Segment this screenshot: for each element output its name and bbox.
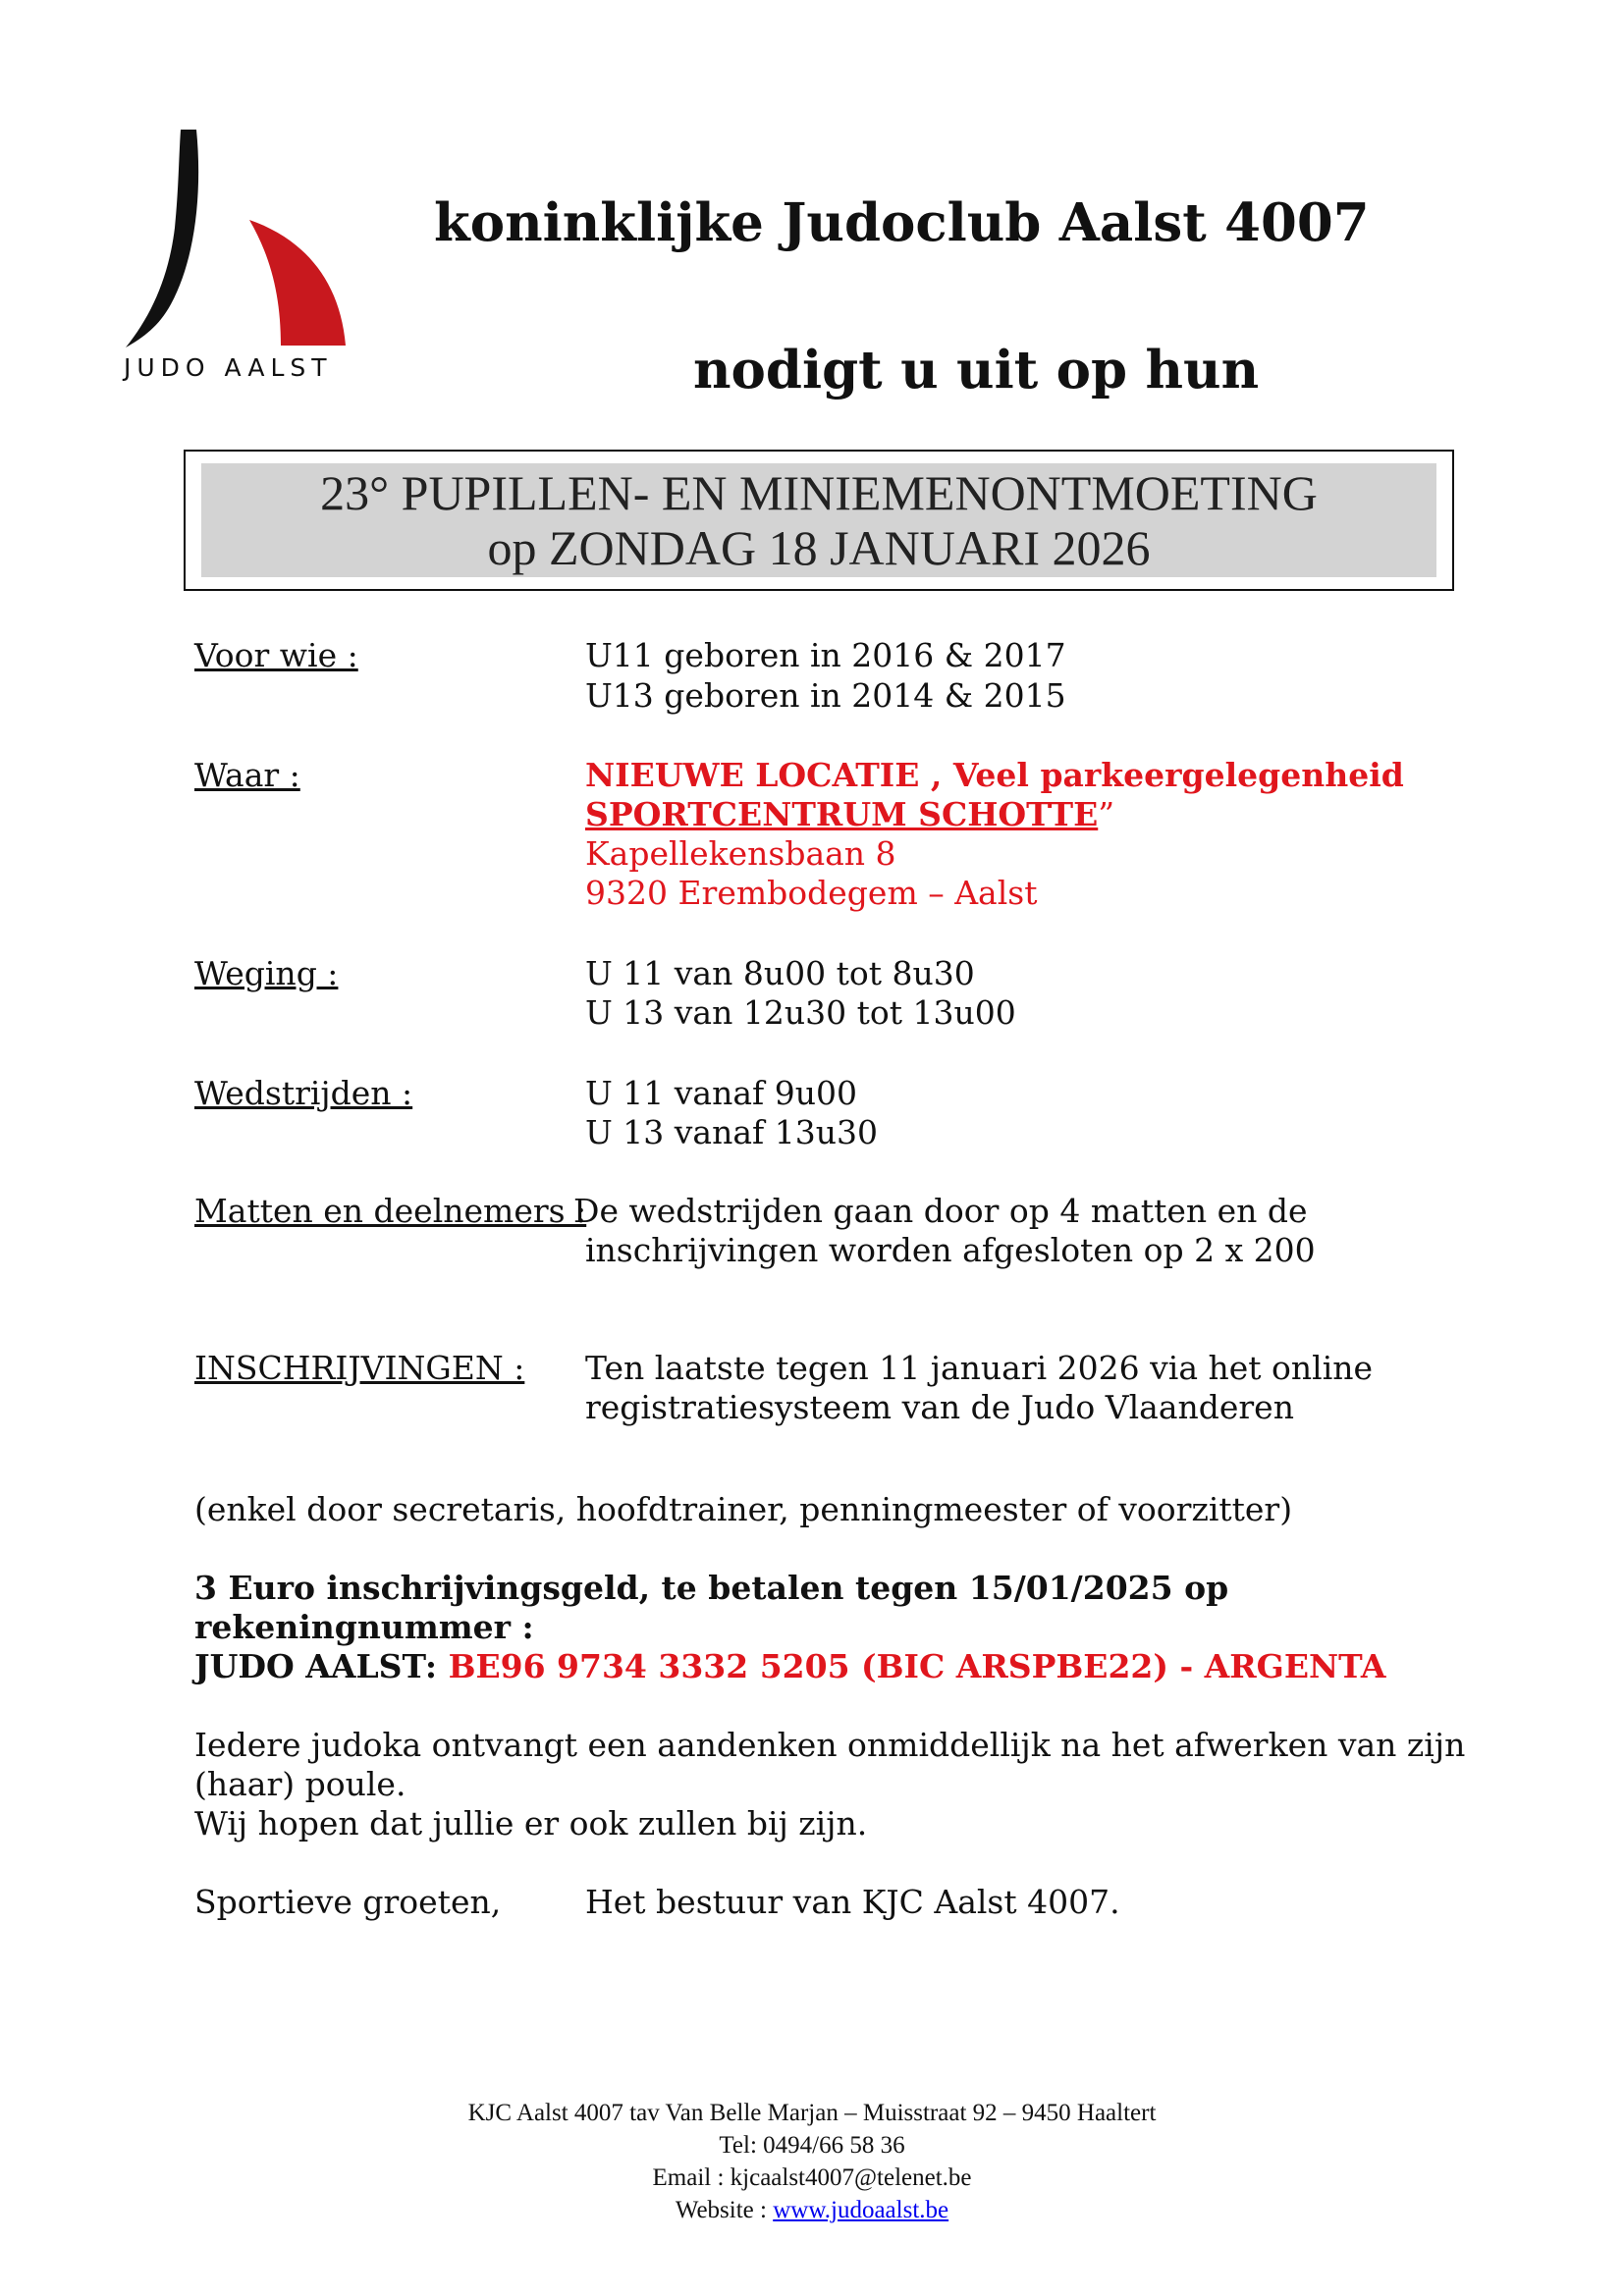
closing-line1: Iedere judoka ontvangt een aandenken onmiddellijk na het afwerken van zijn: [194, 1726, 1466, 1764]
closing-line3: Wij hopen dat jullie er ook zullen bij zijn.: [194, 1804, 868, 1842]
weging-line2: U 13 van 12u30 tot 13u00: [585, 993, 1016, 1032]
footer-email: Email : kjcaalst4007@telenet.be: [652, 2164, 972, 2191]
waar-street: Kapellekensbaan 8: [585, 834, 896, 873]
wedstrijden-line2: U 13 vanaf 13u30: [585, 1113, 878, 1151]
waar-label: Waar :: [194, 756, 300, 794]
voor-wie-label: Voor wie :: [194, 636, 358, 674]
footer-tel: Tel: 0494/66 58 36: [719, 2132, 905, 2159]
club-name-heading: koninklijke Judoclub Aalst 4007: [434, 192, 1370, 253]
invite-heading: nodigt u uit op hun: [693, 340, 1260, 400]
inschrijvingen-line1: Ten laatste tegen 11 januari 2026 via het online: [585, 1349, 1374, 1387]
matten-label: Matten en deelnemers :: [194, 1192, 587, 1230]
wedstrijden-label: Wedstrijden :: [194, 1074, 413, 1112]
venue-quote: ”: [1098, 795, 1115, 833]
waar-new-location: NIEUWE LOCATIE , Veel parkeergelegenheid: [585, 756, 1404, 794]
closing-line2: (haar) poule.: [194, 1765, 406, 1803]
waar-venue: [585, 795, 1114, 834]
voor-wie-line2: U13 geboren in 2014 & 2015: [585, 676, 1066, 715]
footer-address: KJC Aalst 4007 tav Van Belle Marjan – Muisstraat 92 – 9450 Haaltert: [467, 2100, 1157, 2126]
footer: [0, 2097, 1624, 2226]
event-title-line2: op ZONDAG 18 JANUARI 2026: [487, 520, 1151, 575]
matten-line1: De wedstrijden gaan door op 4 matten en de: [573, 1192, 1308, 1230]
matten-line2: inschrijvingen worden afgesloten op 2 x 200: [585, 1231, 1316, 1269]
payment-account-line: [194, 1647, 1386, 1686]
payment-line2: rekeningnummer :: [194, 1608, 534, 1646]
club-logo: [124, 130, 352, 395]
website-link[interactable]: www.judoaalst.be: [773, 2197, 949, 2223]
inschrijvingen-label: INSCHRIJVINGEN :: [194, 1349, 525, 1387]
waar-city: 9320 Erembodegem – Aalst: [585, 874, 1038, 912]
judo-aalst-logo-icon: [124, 130, 352, 355]
inschrijvingen-line2: registratiesysteem van de Judo Vlaanderen: [585, 1388, 1294, 1426]
logo-text: JUDO AALST: [124, 353, 333, 382]
account-holder: JUDO AALST:: [194, 1647, 438, 1685]
account-number: BE96 9734 3332 5205 (BIC ARSPBE22) - ARGENTA: [448, 1647, 1386, 1685]
registration-note: (enkel door secretaris, hoofdtrainer, penningmeester of voorzitter): [194, 1490, 1293, 1528]
signature: Het bestuur van KJC Aalst 4007.: [585, 1883, 1120, 1921]
footer-website-label: Website :: [675, 2197, 774, 2223]
event-title-box: [184, 450, 1454, 591]
voor-wie-line1: U11 geboren in 2016 & 2017: [585, 636, 1066, 674]
weging-label: Weging :: [194, 954, 339, 992]
event-title-line1: 23° PUPILLEN- EN MINIEMENONTMOETING: [320, 465, 1318, 520]
venue-name: SPORTCENTRUM SCHOTTE: [585, 795, 1099, 833]
greeting: Sportieve groeten,: [194, 1883, 502, 1921]
payment-line1: 3 Euro inschrijvingsgeld, te betalen tegen 15/01/2025 op: [194, 1569, 1229, 1607]
footer-website-row: [0, 2194, 1624, 2226]
weging-line1: U 11 van 8u00 tot 8u30: [585, 954, 975, 992]
wedstrijden-line1: U 11 vanaf 9u00: [585, 1074, 857, 1112]
